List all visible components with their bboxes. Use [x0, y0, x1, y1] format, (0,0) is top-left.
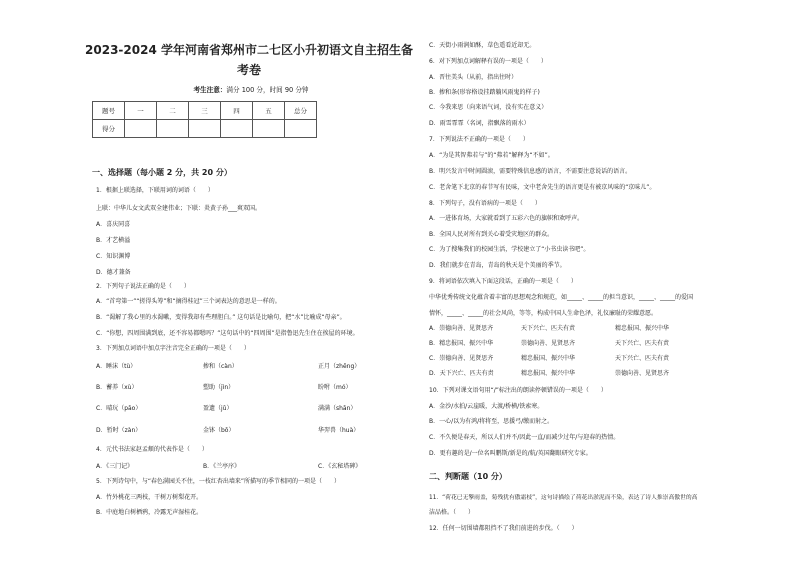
question-line: 11．“荷花已无擎雨盖，菊残犹有傲霜枝”，这句诗描绘了荷花出淤泥而不染，表达了诗人推崇高傲世的高	[429, 495, 698, 501]
option-line: D．雨雪霏霏（名词，指飘落的雨水）	[429, 120, 530, 127]
option-line: C．知识渊博	[96, 253, 131, 260]
option-line: D．更有趣的是/一位名叫鹏斯/新是的/航/英国翻眼研究专家。	[429, 450, 592, 457]
section-choice-heading: 一、选择题（每小题 2 分，共 20 分）	[92, 168, 232, 177]
option-cell: A．崇德向善、见贤思齐	[429, 325, 494, 332]
option-line: A．“为是其智弗若与”的“弗若”解释为“不如”。	[429, 152, 554, 159]
option-line: B．《兰亭序》	[203, 463, 241, 470]
score-header-cell: 二	[157, 102, 189, 120]
option-line: D．我们就步在青岛，青岛的秋天是个美丽的季节。	[429, 262, 566, 269]
score-row-label: 得分	[93, 120, 125, 138]
option-line: A．喜庆同喜	[96, 221, 131, 228]
score-header-cell: 总分	[285, 102, 317, 120]
question-line: 12．任何一切围墙都阻挡不了我们前进的步伐。（ ）	[429, 525, 578, 532]
question-line: 1．根据上联选择，下联用词的词语（ ）	[96, 187, 214, 194]
pinyin-option: 华羿兽（huà）	[318, 427, 360, 434]
option-line: B．一心/以为有鸿/将将至，思援弓/缴而射之。	[429, 418, 554, 425]
exam-notice	[86, 84, 416, 94]
left-column	[86, 0, 412, 562]
pinyin-option: 盼咐（mó）	[318, 384, 352, 391]
option-cell: D．天下兴亡、匹夫有责	[429, 370, 494, 377]
pinyin-option: 塑助（jìn）	[203, 384, 235, 391]
option-line: B．掺和条(形容格设挂踏躺风雨鬼的样子)	[429, 89, 540, 96]
option-line: C．不久便是春天，所以人们并不/因此一直/而减少过年/与迎春的热情。	[429, 434, 620, 441]
option-line: B．中庭地白树栖鸦，冷露无声湿桂花。	[96, 509, 203, 516]
score-header-cell: 一	[125, 102, 157, 120]
option-line: C．为了搜集我们的校园生活，学校建立了“小书虫读书吧”。	[429, 246, 590, 253]
option-cell: 天下兴亡、匹夫有责	[615, 340, 670, 347]
score-header-cell: 四	[221, 102, 253, 120]
pinyin-option: 金钵（bō）	[203, 427, 235, 434]
question-line: 洁品格。（ ）	[429, 509, 475, 516]
option-line: A．竹外桃花三两枝，干树万树梨花开。	[96, 494, 203, 501]
score-header-row	[93, 102, 317, 120]
section-judge-heading: 二、判断题（10 分）	[429, 472, 507, 481]
option-cell: 精忠报国、振兴中华	[521, 355, 576, 362]
pinyin-option: D．暂时（zàn）	[96, 427, 142, 434]
pinyin-option: 正月（zhēng）	[318, 363, 361, 370]
option-cell: C．崇德向善、见贤思齐	[429, 355, 494, 362]
option-line: A．晋往美头（从前，指出往时）	[429, 74, 518, 81]
score-cell[interactable]	[189, 120, 221, 138]
option-line: B．才艺横溢	[96, 237, 131, 244]
option-line: B．明兴发言中时间圆滚，需要特殊信息感的语言，不需要注意说话的语言。	[429, 168, 632, 175]
score-header-cell: 三	[189, 102, 221, 120]
option-line: A．金沙/水拍/云崖暖，大渡/桥横/铁索寒。	[429, 403, 544, 410]
question-line: 7．下列说法不正确的一项是（ ）	[429, 136, 529, 143]
passage-line: 情怀，_____、_____的社会风尚，等等，构成中国人生命色泽，礼仪廉耻的荣耀意愿。	[429, 310, 658, 317]
option-line: C．天街小雨润如酥，草色遥看近却无。	[429, 42, 536, 49]
score-header-cell: 题号	[93, 102, 125, 120]
option-cell: 崇德向善、见贤思齐	[615, 370, 670, 377]
option-cell: 崇德向善、见贤思齐	[521, 340, 576, 347]
pinyin-option: 盈遗（jǔ）	[203, 405, 233, 412]
option-line: B．全国人民对所有到关心着受灾地区的群众。	[429, 231, 554, 238]
option-line: A．“首弯第一”“搓得头筹”和“摘得桂冠”三个词表达的意思是一样的。	[96, 298, 281, 305]
notice-text: 满分 100 分，时间 90 分钟	[226, 86, 309, 94]
option-line: A．《三门记》	[96, 463, 134, 470]
option-line: C．“你想，四周围满到底，还不容易都嗯吗？”这句话中的“四周围”是指鲁迅先生住在挨屋的环境。	[96, 330, 359, 337]
option-cell: 天下兴亡、匹夫有责	[615, 355, 670, 362]
score-cell[interactable]	[221, 120, 253, 138]
option-line: C．老舍笔下北京的春节写有民味，文中老舍先生的语言更是有被京风味的“京味儿”。	[429, 184, 656, 191]
score-cell[interactable]	[125, 120, 157, 138]
question-line: 4．元代书法家赵孟頫的代表作是（ ）	[96, 446, 208, 453]
option-line: A．一进体育场，大家就看到了五彩六色的旗帜和欢呼声。	[429, 215, 584, 222]
score-table	[92, 101, 317, 138]
option-cell: B．精忠报国、振兴中华	[429, 340, 494, 347]
option-line: D．德才兼备	[96, 269, 131, 276]
pinyin-option: C．晴玩（pāo）	[96, 405, 142, 412]
pinyin-option: B．蓄养（xù）	[96, 384, 138, 391]
exam-title-line2: 考卷	[236, 63, 261, 77]
score-cell[interactable]	[285, 120, 317, 138]
pinyin-option: 掺和（càn）	[203, 363, 238, 370]
option-cell: 精忠报国、振兴中华	[521, 370, 576, 377]
passage-line: 中华优秀传统文化蕴含着丰富的思想观念和规范，如_____、_____的担当意识，_____、_____的爱国	[429, 294, 694, 301]
score-value-row	[93, 120, 317, 138]
question-line: 2．下列句子说法正确的是（ ）	[96, 283, 190, 290]
option-line: B．“渴解了我心里的水渴嗽，变得我却有些理胆白。” 这句话是比喻句，把“水”比喻成“母亲”。	[96, 314, 346, 321]
option-line: C．今我来思（向来语气词，没有实在意义）	[429, 104, 548, 111]
notice-label: 考生注意：	[193, 86, 227, 94]
pinyin-option: A．睡沫（tù）	[96, 363, 137, 370]
score-cell[interactable]	[253, 120, 285, 138]
question-line: 9．将词语依次填入下面这段话，正确的一项是（ ）	[429, 278, 577, 285]
question-line: 6．对下列加点词解释有误的一项是（ ）	[429, 58, 547, 65]
pinyin-option: 满满（shān）	[318, 405, 357, 412]
option-cell: 精忠报国、振兴中华	[615, 325, 670, 332]
question-line: 10．下列对课文语句用“/”标注出的朗读停顿错误的一项是（ ）	[429, 387, 607, 394]
score-cell[interactable]	[157, 120, 189, 138]
score-header-cell: 五	[253, 102, 285, 120]
question-line: 3．下列加点词语中加点字注音完全正确的一项是（ ）	[96, 345, 250, 352]
right-column	[429, 0, 759, 562]
question-line: 上联：中华儿女文武双全建伟业；下联：炎黄子孙___爽双国。	[96, 205, 262, 212]
option-cell: 天下兴亡、匹夫有责	[521, 325, 576, 332]
option-line: C．《玄秘塔碑》	[318, 463, 362, 470]
question-line: 8．下列句子，没有语病的一项是（ ）	[429, 200, 541, 207]
question-line: 5．下列诗句中，与“春色满园关不住，一枝红杏出墙来”所描写的季节相同的一项是（ ）	[96, 478, 341, 485]
exam-title-line1: 2023-2024 学年河南省郑州市二七区小升初语文自主招生备	[85, 43, 413, 57]
